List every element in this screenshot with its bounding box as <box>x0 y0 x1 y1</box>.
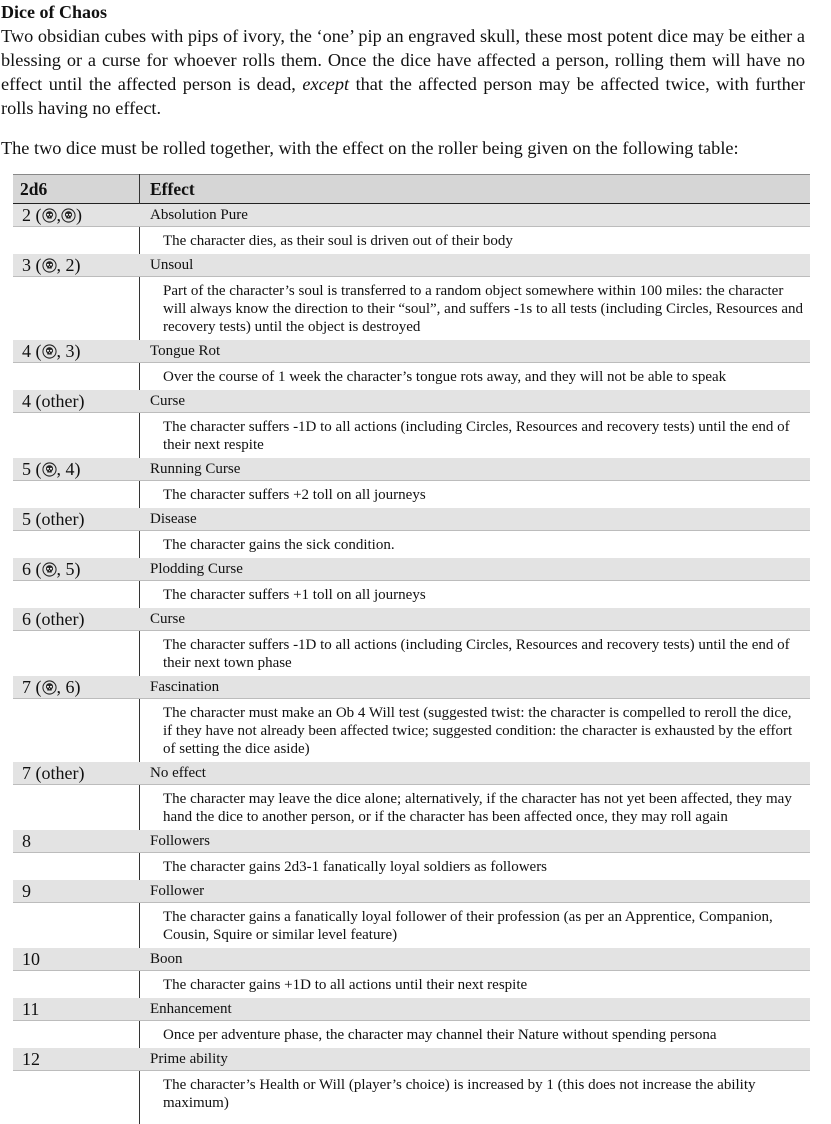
effect-name: No effect <box>150 765 206 781</box>
table-row <box>13 558 810 608</box>
table-row <box>13 254 810 340</box>
table-row <box>13 948 810 998</box>
table-row <box>13 508 810 558</box>
effect-description: The character suffers -1D to all actions (including Circles, Resources and recovery tests) until the end of their next respite <box>140 413 810 458</box>
roll-cell <box>13 508 140 530</box>
effect-description: The character gains the sick condition. <box>140 531 810 558</box>
effect-name: Curse <box>150 611 185 627</box>
roll-suffix: , 2) <box>56 255 81 275</box>
roll-cell <box>13 762 140 784</box>
roll-prefix: 9 <box>22 881 31 901</box>
skull-icon <box>42 342 57 357</box>
roll-cell <box>13 340 140 362</box>
effect-name: Boon <box>150 951 183 967</box>
effect-description: The character gains a fanatically loyal follower of their profession (as per an Apprentice, Companion, Cousin, Squire or similar level feature) <box>140 903 810 948</box>
skull-icon <box>42 206 57 221</box>
table-row <box>13 998 810 1048</box>
table-row <box>13 204 810 254</box>
effect-row <box>13 1048 810 1071</box>
effect-row <box>13 204 810 227</box>
table-header <box>13 174 810 204</box>
intro-emphasis: except <box>302 74 350 94</box>
roll-prefix: 2 ( <box>22 205 42 225</box>
effect-description: The character suffers -1D to all actions (including Circles, Resources and recovery tests) until the end of their next town phase <box>140 631 810 676</box>
header-roll: 2d6 <box>20 178 48 199</box>
effect-name: Running Curse <box>150 461 241 477</box>
effect-description: The character gains 2d3-1 fanatically loyal soldiers as followers <box>140 853 810 880</box>
table-row <box>13 340 810 390</box>
dice-table <box>13 174 810 1116</box>
roll-cell <box>13 608 140 630</box>
effect-name: Enhancement <box>150 1001 232 1017</box>
roll-cell <box>13 948 140 970</box>
roll-prefix: 6 (other) <box>22 609 85 629</box>
roll-prefix: 7 ( <box>22 677 42 697</box>
intro-text-1: Two obsidian cubes with pips of ivory, the ‘one’ pip an engraved skull, these most potent dice may be either a blessing or a curse for whoever rolls them. Once the dice have affected a person, rolling them will have no effect until the affected person is dead, <box>1 26 805 94</box>
table-row <box>13 608 810 676</box>
effect-description: The character suffers +2 toll on all journeys <box>140 481 810 508</box>
effect-name: Curse <box>150 393 185 409</box>
effect-description: The character dies, as their soul is driven out of their body <box>140 227 810 254</box>
roll-suffix: , 6) <box>56 677 81 697</box>
effect-row <box>13 830 810 853</box>
effect-name: Tongue Rot <box>150 343 221 359</box>
effect-row <box>13 948 810 971</box>
effect-row <box>13 998 810 1021</box>
roll-cell <box>13 1048 140 1070</box>
effect-name: Absolution Pure <box>150 207 248 223</box>
intro-text-2: that the affected person may be affected twice, with further rolls having no effect. <box>1 74 805 118</box>
effect-name: Plodding Curse <box>150 561 243 577</box>
roll-cell <box>13 390 140 412</box>
roll-cell <box>13 558 140 580</box>
effect-row <box>13 390 810 413</box>
effect-description: The character’s Health or Will (player’s choice) is increased by 1 (this does not increase the ability maximum) <box>140 1071 810 1116</box>
table-row <box>13 762 810 830</box>
effect-description: Part of the character’s soul is transferred to a random object somewhere within 100 miles: the character will always know the direction to their “soul”, and suffers -1s to all tests (including Circles, Resources and recovery tests) until the object is destroyed <box>140 277 810 340</box>
page-title: Dice of Chaos <box>1 2 107 22</box>
header-effect: Effect <box>150 178 195 199</box>
roll-suffix: , 5) <box>56 559 81 579</box>
table-row <box>13 458 810 508</box>
effect-description: The character may leave the dice alone; alternatively, if the character has not yet been affected, they may hand the dice to another person, or if the character has been affected once, they may roll again <box>140 785 810 830</box>
skull-icon <box>61 206 76 221</box>
table-row <box>13 676 810 762</box>
effect-description: The character gains +1D to all actions until their next respite <box>140 971 810 998</box>
effect-name: Unsoul <box>150 257 194 273</box>
effect-row <box>13 880 810 903</box>
roll-cell <box>13 254 140 276</box>
effect-name: Fascination <box>150 679 220 695</box>
skull-icon <box>42 560 57 575</box>
effect-row <box>13 762 810 785</box>
roll-prefix: 10 <box>22 949 40 969</box>
effect-name: Followers <box>150 833 210 849</box>
effect-row <box>13 508 810 531</box>
roll-prefix: 5 (other) <box>22 509 85 529</box>
skull-icon <box>42 256 57 271</box>
effect-name: Follower <box>150 883 205 899</box>
roll-prefix: 7 (other) <box>22 763 85 783</box>
roll-suffix: , 3) <box>56 341 81 361</box>
roll-prefix: 12 <box>22 1049 40 1069</box>
roll-prefix: 4 ( <box>22 341 42 361</box>
roll-cell <box>13 458 140 480</box>
table-body <box>13 204 810 1116</box>
table-row <box>13 390 810 458</box>
effect-row <box>13 458 810 481</box>
skull-icon <box>42 460 57 475</box>
roll-cell <box>13 880 140 902</box>
roll-prefix: 8 <box>22 831 31 851</box>
skull-icon <box>42 678 57 693</box>
effect-row <box>13 608 810 631</box>
table-row <box>13 1048 810 1116</box>
table-row <box>13 830 810 880</box>
effect-description: Once per adventure phase, the character may channel their Nature without spending persona <box>140 1021 810 1048</box>
effect-row <box>13 676 810 699</box>
effect-name: Prime ability <box>150 1051 228 1067</box>
roll-prefix: 3 ( <box>22 255 42 275</box>
table-row <box>13 880 810 948</box>
skull-separator: , <box>56 205 61 225</box>
roll-suffix: , 4) <box>56 459 81 479</box>
effect-row <box>13 340 810 363</box>
roll-prefix: 6 ( <box>22 559 42 579</box>
roll-suffix: ) <box>76 205 82 225</box>
effect-row <box>13 254 810 277</box>
effect-description: The character must make an Ob 4 Will test (suggested twist: the character is compelled to reroll the dice, if they have not already been affected twice; suggested condition: the character is exhausted by the effort of setting the dice aside) <box>140 699 810 762</box>
roll-cell <box>13 676 140 698</box>
effect-description: The character suffers +1 toll on all journeys <box>140 581 810 608</box>
roll-cell <box>13 830 140 852</box>
lead-paragraph: The two dice must be rolled together, with the effect on the roller being given on the following table: <box>1 138 739 158</box>
effect-name: Disease <box>150 511 197 527</box>
intro-paragraph <box>1 24 805 120</box>
effect-row <box>13 558 810 581</box>
roll-prefix: 11 <box>22 999 40 1019</box>
roll-prefix: 4 (other) <box>22 391 85 411</box>
roll-prefix: 5 ( <box>22 459 42 479</box>
roll-cell <box>13 998 140 1020</box>
effect-description: Over the course of 1 week the character’s tongue rots away, and they will not be able to speak <box>140 363 810 390</box>
roll-cell <box>13 204 140 226</box>
